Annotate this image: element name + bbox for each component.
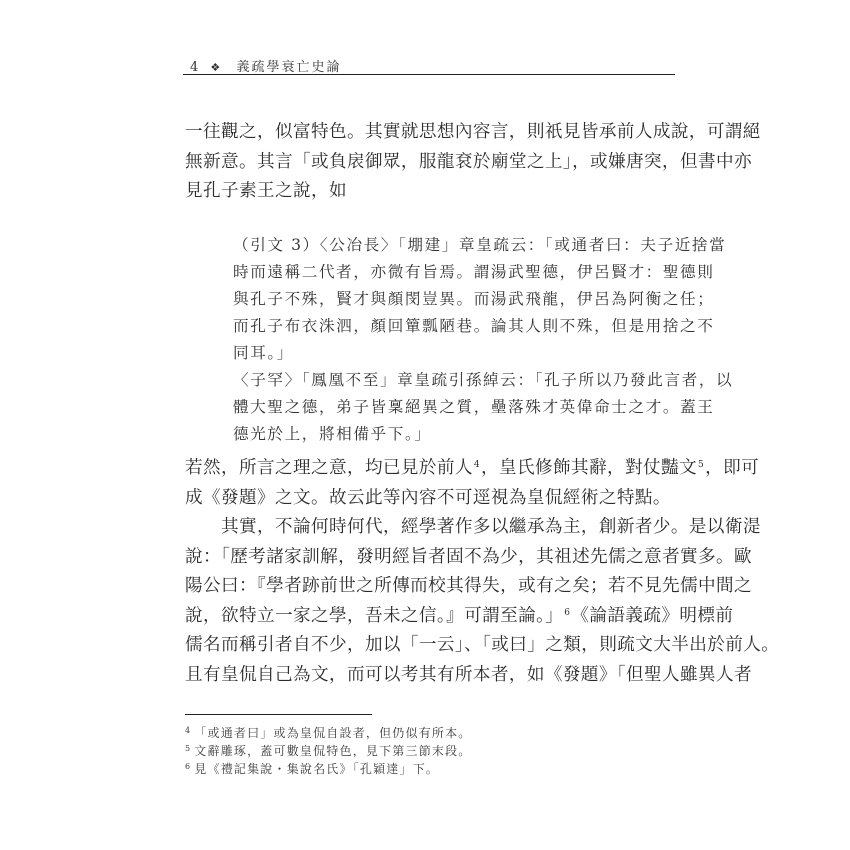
footnote-text: 文辭雕琢，蓋可數皇侃特色，見下第三節末段。 xyxy=(194,744,472,758)
quote-line: 〈子罕〉「鳳凰不至」章皇疏引孫綽云：「孔子所以乃發此言者，以 xyxy=(233,371,734,389)
text-run: 《論語義疏》明標前 xyxy=(571,605,734,626)
text-line: 見孔子素王之說，如 xyxy=(185,181,347,201)
footnote-mark: 6 xyxy=(185,762,192,771)
page-number: 4 xyxy=(190,60,201,75)
footnote-ref-6[interactable]: 6 xyxy=(564,607,571,618)
running-head xyxy=(190,56,341,75)
quote-line: 時而遠稱二代者，亦微有旨焉。謂湯武聖德，伊呂賢才：聖德則 xyxy=(233,263,715,281)
quote-line: 德光於上，將相備乎下。」 xyxy=(233,425,432,443)
text-line: 一往觀之，似富特色。其實就思想內容言，則祇見皆承前人成說，可謂絕 xyxy=(185,122,761,142)
quote-line: （引文 3）〈公冶長〉「堋建」章皇疏云：「或通者曰：夫子近捨當 xyxy=(233,236,727,254)
quote-line: 同耳。」 xyxy=(233,344,294,362)
text-line xyxy=(185,602,734,632)
text-run: ，即可 xyxy=(705,458,760,478)
footnote-5 xyxy=(185,742,675,760)
footnote-text: 見《禮記集說・集說名氏》「孔穎達」下。 xyxy=(194,762,440,776)
text-line: 陽公曰：『學者跡前世之所傳而校其得失，或有之矣；若不見先儒中間之 xyxy=(185,576,753,596)
quote-line: 體大聖之德，弟子皆稟絕異之質，壘落殊才英偉命士之才。蓋王 xyxy=(233,398,715,416)
text-line: 無新意。其言「或負扆御眾，服龍袞於廟堂之上」，或嫌唐突，但書中亦 xyxy=(185,151,753,172)
footnote-rule xyxy=(185,714,372,715)
header-rule xyxy=(183,74,675,75)
ornament-icon: ❖ xyxy=(210,61,223,74)
footnote-mark: 4 xyxy=(185,726,192,735)
text-line: 說：「歷考諸家訓解，發明經旨者固不為少，其祖述先儒之意者實多。歐 xyxy=(185,546,753,567)
paragraph-2 xyxy=(185,454,780,690)
text-run: ，皇氏修飾其辭，對仗豔文 xyxy=(481,458,697,478)
footnote-6 xyxy=(185,760,675,778)
text-line: 成《發題》之文。故云此等內容不可逕視為皇侃經術之特點。 xyxy=(185,487,671,508)
text-line: 其實，不論何時何代，經學著作多以繼承為主，創新者少。是以衛湜 xyxy=(221,517,761,537)
text-line: 儒名而稱引者自不少，加以「一云」、「或曰」之類，則疏文大半出於前人。 xyxy=(185,635,780,655)
footnote-mark: 5 xyxy=(185,744,192,753)
footnotes xyxy=(185,724,675,778)
footnote-ref-4[interactable]: 4 xyxy=(473,460,481,470)
text-line: 且有皇侃自己為文，而可以考其有所本者，如《發題》「但聖人雖異人者 xyxy=(185,664,753,685)
text-run: 說，欲特立一家之學，吾未之信。』可謂至論。」 xyxy=(185,605,564,626)
footnote-ref-5[interactable]: 5 xyxy=(697,460,705,470)
book-title: 義疏學衰亡史論 xyxy=(236,60,342,75)
footnote-4 xyxy=(185,724,675,742)
block-quote xyxy=(233,232,734,448)
quote-line: 而孔子布衣洙泗，顏回簞瓢陋巷。論其人則不殊，但是用捨之不 xyxy=(233,317,715,335)
quote-line: 與孔子不殊，賢才與顏閔豈異。而湯武飛龍，伊呂為阿衡之任； xyxy=(233,290,715,308)
paragraph-1 xyxy=(185,118,761,207)
text-line xyxy=(185,454,760,484)
footnote-text: 「或通者曰」或為皇侃自設者，但仍似有所本。 xyxy=(194,726,472,740)
text-run: 若然，所言之理之意，均已見於前人 xyxy=(185,458,473,478)
